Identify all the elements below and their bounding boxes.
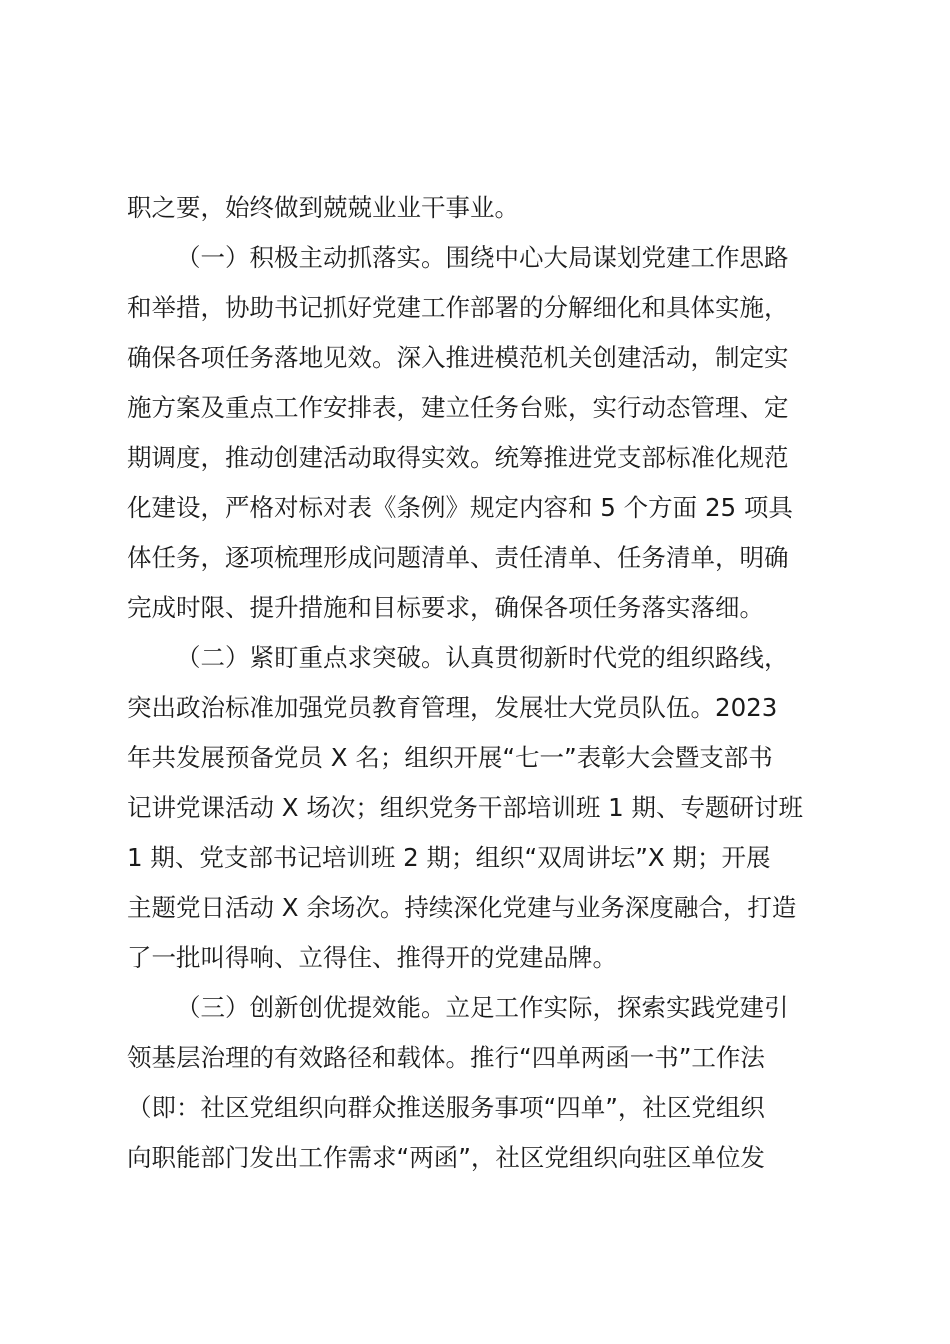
paragraph-1-line-8: 完成时限、提升措施和目标要求，确保各项任务落实落细。 bbox=[127, 593, 764, 622]
paragraph-1-line-4: 施方案及重点工作安排表，建立任务台账，实行动态管理、定 bbox=[127, 393, 789, 422]
paragraph-1-line-3: 确保各项任务落地见效。深入推进模范机关创建活动，制定实 bbox=[127, 343, 789, 372]
paragraph-2-line-7: 了一批叫得响、立得住、推得开的党建品牌。 bbox=[127, 943, 617, 972]
paragraph-1-line-6: 化建设，严格对标对表《条例》规定内容和 5 个方面 25 项具 bbox=[127, 493, 793, 522]
paragraph-2-line-4: 记讲党课活动 X 场次；组织党务干部培训班 1 期、专题研讨班 bbox=[127, 793, 804, 822]
paragraph-2-line-5: 1 期、党支部书记培训班 2 期；组织“双周讲坛”X 期；开展 bbox=[127, 843, 771, 872]
paragraph-2-line-3: 年共发展预备党员 X 名；组织开展“七一”表彰大会暨支部书 bbox=[127, 743, 773, 772]
paragraph-3-line-4: 向职能部门发出工作需求“两函”，社区党组织向驻区单位发 bbox=[127, 1143, 765, 1172]
paragraph-1-line-2: 和举措，协助书记抓好党建工作部署的分解细化和具体实施， bbox=[127, 293, 789, 322]
paragraph-3-line-3: （即：社区党组织向群众推送服务事项“四单”，社区党组织 bbox=[127, 1093, 765, 1122]
paragraph-2-line-6: 主题党日活动 X 余场次。持续深化党建与业务深度融合，打造 bbox=[127, 893, 797, 922]
paragraph-2-line-2: 突出政治标准加强党员教育管理，发展壮大党员队伍。2023 bbox=[127, 693, 778, 722]
paragraph-3-line-1: （三）创新创优提效能。立足工作实际，探索实践党建引 bbox=[176, 993, 789, 1022]
paragraph-1-line-7: 体任务，逐项梳理形成问题清单、责任清单、任务清单，明确 bbox=[127, 543, 789, 572]
paragraph-2-line-1: （二）紧盯重点求突破。认真贯彻新时代党的组织路线， bbox=[176, 643, 789, 672]
text-line-1: 职之要，始终做到兢兢业业干事业。 bbox=[127, 193, 519, 222]
paragraph-1-line-1: （一）积极主动抓落实。围绕中心大局谋划党建工作思路 bbox=[176, 243, 789, 272]
paragraph-3-line-2: 领基层治理的有效路径和载体。推行“四单两函一书”工作法 bbox=[127, 1043, 765, 1072]
paragraph-1-line-5: 期调度，推动创建活动取得实效。统筹推进党支部标准化规范 bbox=[127, 443, 789, 472]
